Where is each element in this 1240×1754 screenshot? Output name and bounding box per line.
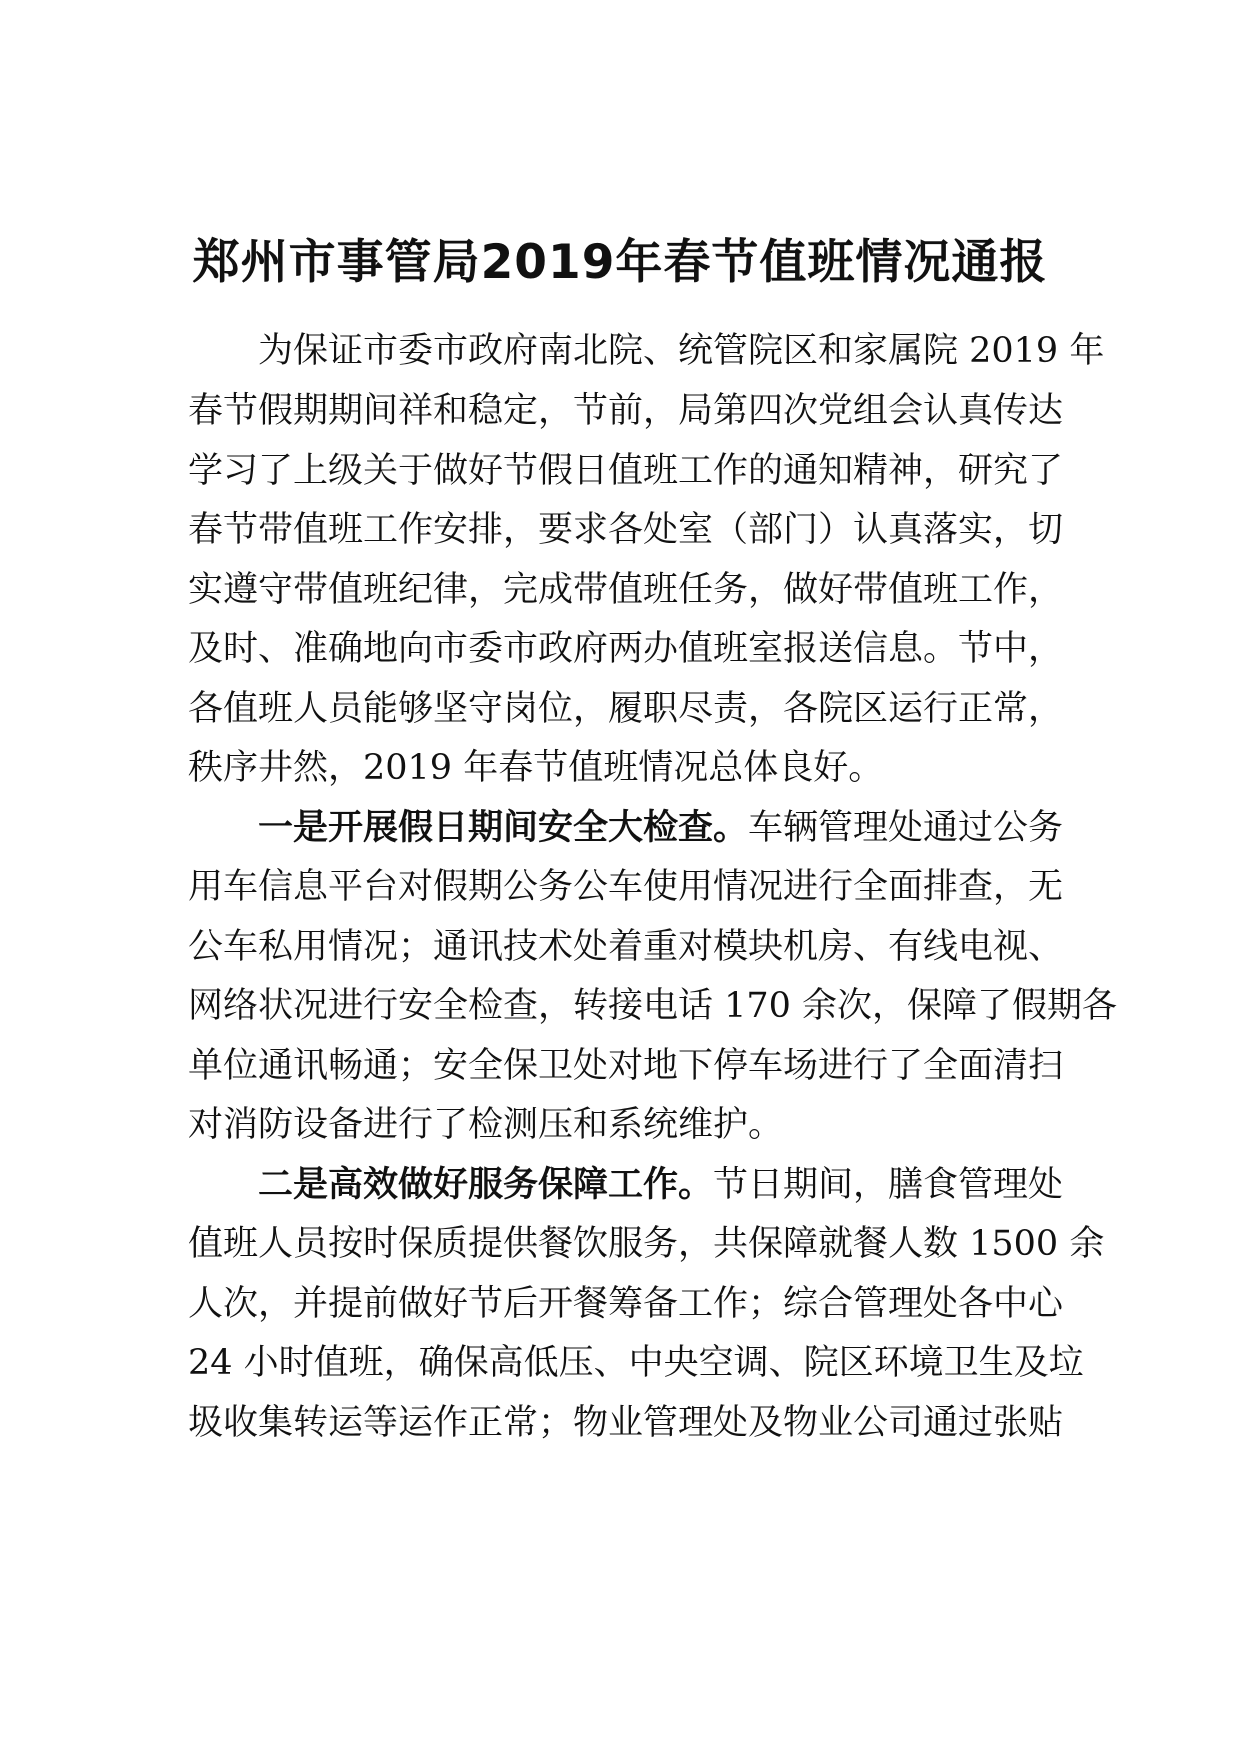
paragraph-2-lead: 一是开展假日期间安全大检查。: [258, 807, 749, 848]
paragraph-3-line-4: 24 小时值班，确保高低压、中央空调、院区环境卫生及垃: [188, 1343, 1084, 1383]
paragraph-3-line-3: 人次，并提前做好节后开餐筹备工作；综合管理处各中心: [188, 1284, 1064, 1324]
paragraph-3-line-5: 圾收集转运等运作正常；物业管理处及物业公司通过张贴: [188, 1403, 1064, 1443]
paragraph-2-line-1: [258, 795, 1064, 861]
paragraph-1-line-5: 实遵守带值班纪律，完成带值班任务，做好带值班工作，: [188, 570, 1064, 610]
paragraph-2-line-2: 用车信息平台对假期公务公车使用情况进行全面排查，无: [188, 867, 1064, 907]
paragraph-2-line-5: 单位通讯畅通；安全保卫处对地下停车场进行了全面清扫: [188, 1046, 1064, 1086]
paragraph-1-line-6: 及时、准确地向市委市政府两办值班室报送信息。节中，: [188, 629, 1064, 669]
paragraph-1-line-7: 各值班人员能够坚守岗位，履职尽责，各院区运行正常，: [188, 689, 1064, 729]
paragraph-2-line-6: 对消防设备进行了检测压和系统维护。: [188, 1105, 784, 1145]
paragraph-2-line-3: 公车私用情况；通讯技术处着重对模块机房、有线电视、: [188, 927, 1064, 967]
paragraph-1-line-4: 春节带值班工作安排，要求各处室（部门）认真落实，切: [188, 510, 1064, 550]
paragraph-1-line-1: 为保证市委市政府南北院、统管院区和家属院 2019 年: [258, 331, 1105, 371]
paragraph-3-line-1: [258, 1152, 1064, 1218]
paragraph-3-lead: 二是高效做好服务保障工作。: [258, 1164, 714, 1205]
paragraph-2-line-4: 网络状况进行安全检查，转接电话 170 余次，保障了假期各: [188, 986, 1118, 1026]
paragraph-1-line-2: 春节假期期间祥和稳定，节前，局第四次党组会认真传达: [188, 391, 1064, 431]
paragraph-2-line-1-rest: 车辆管理处通过公务: [748, 808, 1064, 848]
document-title: 郑州市事管局2019年春节值班情况通报: [192, 235, 1048, 290]
paragraph-1-line-8: 秩序井然，2019 年春节值班情况总体良好。: [188, 748, 884, 788]
paragraph-1-line-3: 学习了上级关于做好节假日值班工作的通知精神，研究了: [188, 451, 1064, 491]
paragraph-3-line-2: 值班人员按时保质提供餐饮服务，共保障就餐人数 1500 余: [188, 1224, 1105, 1264]
paragraph-3-line-1-rest: 节日期间，膳食管理处: [713, 1165, 1064, 1205]
